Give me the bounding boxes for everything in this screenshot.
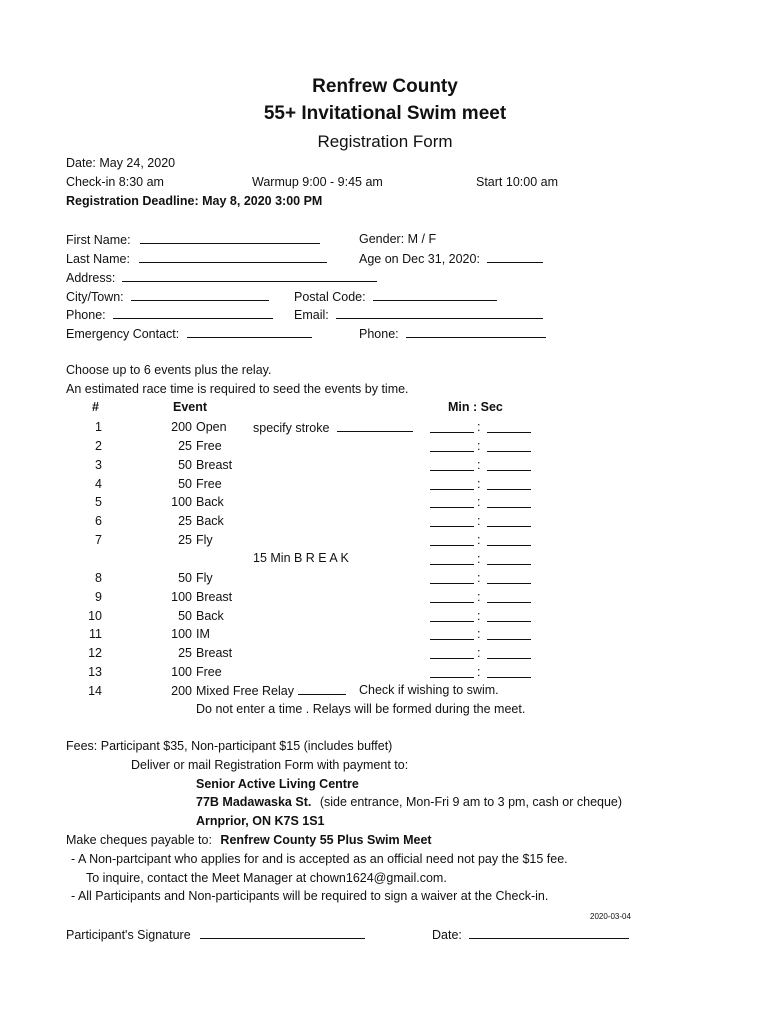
phone-field[interactable] bbox=[66, 308, 273, 322]
payable-line bbox=[66, 834, 432, 847]
form-subtitle: Registration Form bbox=[317, 132, 453, 151]
time-separator: : bbox=[477, 665, 481, 679]
event-stroke: Back bbox=[196, 609, 224, 623]
signature-date-blank[interactable] bbox=[469, 928, 629, 939]
time-seconds-blank[interactable] bbox=[487, 611, 531, 622]
venue-street-note: (side entrance, Mon-Fri 9 am to 3 pm, cash or cheque) bbox=[319, 795, 623, 809]
event-number: 12 bbox=[88, 646, 102, 660]
emergency-contact-field[interactable] bbox=[66, 327, 312, 341]
venue-name: Senior Active Living Centre bbox=[196, 777, 359, 791]
time-separator: : bbox=[477, 533, 481, 547]
time-separator: : bbox=[477, 590, 481, 604]
fees-line: Fees: Participant $35, Non-participant $15 (includes buffet) bbox=[66, 739, 393, 753]
time-separator: : bbox=[477, 514, 481, 528]
time-minutes-blank[interactable] bbox=[430, 648, 474, 659]
official-note: - A Non-partcipant who applies for and is accepted as an official need not pay the $15 fee. bbox=[71, 852, 568, 866]
time-separator: : bbox=[477, 646, 481, 660]
revision-date: 2020-03-04 bbox=[590, 912, 631, 921]
time-minutes-blank[interactable] bbox=[430, 573, 474, 584]
event-number: 4 bbox=[95, 477, 102, 491]
instructions-line2: An estimated race time is required to seed the events by time. bbox=[66, 382, 409, 396]
instructions-line1: Choose up to 6 events plus the relay. bbox=[66, 363, 272, 377]
time-seconds-blank[interactable] bbox=[487, 648, 531, 659]
event-distance: 200 bbox=[171, 420, 192, 434]
event-distance: 50 bbox=[178, 609, 192, 623]
time-separator: : bbox=[477, 571, 481, 585]
event-number: 14 bbox=[88, 684, 102, 698]
specify-stroke-label: specify stroke bbox=[253, 421, 330, 435]
payable-name: Renfrew County 55 Plus Swim Meet bbox=[220, 833, 432, 847]
event-stroke: Mixed Free Relay bbox=[196, 684, 294, 698]
waiver-note: - All Participants and Non-participants will be required to sign a waiver at the Check-in. bbox=[71, 889, 549, 903]
address-blank[interactable] bbox=[122, 271, 377, 282]
time-seconds-blank[interactable] bbox=[487, 460, 531, 471]
event-stroke: Breast bbox=[196, 646, 233, 660]
time-minutes-blank[interactable] bbox=[430, 497, 474, 508]
emergency-contact-label: Emergency Contact: bbox=[66, 327, 180, 341]
event-number: 5 bbox=[95, 495, 102, 509]
phone-label: Phone: bbox=[66, 308, 106, 322]
event-distance: 200 bbox=[171, 684, 192, 698]
time-separator: : bbox=[477, 609, 481, 623]
form-title-line1: Renfrew County bbox=[312, 76, 458, 97]
event-distance: 25 bbox=[178, 439, 192, 453]
event-number: 9 bbox=[95, 590, 102, 604]
relay-check-text: Check if wishing to swim. bbox=[359, 683, 499, 697]
event-stroke: Free bbox=[196, 477, 222, 491]
venue-street-line bbox=[196, 796, 622, 809]
address-label: Address: bbox=[66, 271, 116, 285]
event-stroke: Fly bbox=[196, 533, 213, 547]
event-stroke: Breast bbox=[196, 590, 233, 604]
relay-note: Do not enter a time . Relays will be formed during the meet. bbox=[196, 702, 526, 716]
time-minutes-blank[interactable] bbox=[430, 516, 474, 527]
event-stroke: Breast bbox=[196, 458, 233, 472]
event-stroke: Back bbox=[196, 514, 224, 528]
event-stroke: Fly bbox=[196, 571, 213, 585]
payable-label: Make cheques payable to: bbox=[66, 833, 212, 847]
time-seconds-blank[interactable] bbox=[487, 497, 531, 508]
event-distance: 50 bbox=[178, 477, 192, 491]
event-number: 13 bbox=[88, 665, 102, 679]
event-number: 6 bbox=[95, 514, 102, 528]
event-distance: 100 bbox=[171, 627, 192, 641]
event-distance: 25 bbox=[178, 514, 192, 528]
event-stroke: IM bbox=[196, 627, 210, 641]
time-seconds-blank[interactable] bbox=[487, 667, 531, 678]
venue-street: 77B Madawaska St. bbox=[196, 795, 312, 809]
gender-field[interactable]: Gender: M / F bbox=[359, 232, 437, 246]
phone-blank[interactable] bbox=[113, 308, 273, 319]
signature-label: Participant's Signature bbox=[66, 928, 191, 942]
time-seconds-blank[interactable] bbox=[487, 535, 531, 546]
time-separator: : bbox=[477, 477, 481, 491]
city-blank[interactable] bbox=[131, 290, 269, 301]
time-seconds-blank[interactable] bbox=[487, 554, 531, 565]
event-number: 8 bbox=[95, 571, 102, 585]
time-minutes-blank[interactable] bbox=[430, 479, 474, 490]
event-stroke: Open bbox=[196, 420, 227, 434]
warmup-time: Warmup 9:00 - 9:45 am bbox=[252, 175, 383, 189]
time-separator: : bbox=[477, 627, 481, 641]
event-distance: 25 bbox=[178, 533, 192, 547]
emergency-contact-blank[interactable] bbox=[187, 327, 312, 338]
postal-label: Postal Code: bbox=[294, 290, 366, 304]
last-name-field[interactable] bbox=[66, 252, 327, 266]
time-minutes-blank[interactable] bbox=[430, 422, 474, 433]
event-number: 7 bbox=[95, 533, 102, 547]
age-blank[interactable] bbox=[487, 252, 543, 263]
time-seconds-blank[interactable] bbox=[487, 592, 531, 603]
venue-city: Arnprior, ON K7S 1S1 bbox=[196, 814, 325, 828]
time-seconds-blank[interactable] bbox=[487, 479, 531, 490]
time-seconds-blank[interactable] bbox=[487, 516, 531, 527]
event-number: 1 bbox=[95, 420, 102, 434]
meet-date: Date: May 24, 2020 bbox=[66, 156, 176, 170]
specify-stroke-field[interactable] bbox=[253, 421, 413, 435]
time-minutes-blank[interactable] bbox=[430, 592, 474, 603]
postal-field[interactable] bbox=[294, 290, 497, 304]
email-field[interactable] bbox=[294, 308, 543, 322]
time-seconds-blank[interactable] bbox=[487, 629, 531, 640]
event-stroke: Free bbox=[196, 439, 222, 453]
time-separator: : bbox=[477, 552, 481, 566]
time-minutes-blank[interactable] bbox=[430, 667, 474, 678]
city-label: City/Town: bbox=[66, 290, 124, 304]
events-header-event: Event bbox=[173, 400, 208, 414]
delivery-instructions: Deliver or mail Registration Form with payment to: bbox=[131, 758, 409, 772]
signature-date-label: Date: bbox=[432, 928, 462, 942]
event-distance: 50 bbox=[178, 458, 192, 472]
event-number: 3 bbox=[95, 458, 102, 472]
event-number: 11 bbox=[89, 627, 102, 641]
form-title-line2: 55+ Invitational Swim meet bbox=[263, 103, 507, 124]
signature-date-field[interactable] bbox=[432, 928, 629, 942]
address-field[interactable] bbox=[66, 271, 377, 285]
emergency-phone-blank[interactable] bbox=[406, 327, 546, 338]
time-seconds-blank[interactable] bbox=[487, 422, 531, 433]
city-field[interactable] bbox=[66, 290, 269, 304]
time-minutes-blank[interactable] bbox=[430, 460, 474, 471]
first-name-field[interactable] bbox=[66, 233, 320, 247]
event-number: 2 bbox=[95, 439, 102, 453]
signature-blank[interactable] bbox=[200, 928, 365, 939]
last-name-blank[interactable] bbox=[139, 252, 327, 263]
event-distance: 100 bbox=[171, 665, 192, 679]
time-minutes-blank[interactable] bbox=[430, 441, 474, 452]
last-name-label: Last Name: bbox=[66, 252, 130, 266]
relay-blank[interactable] bbox=[298, 684, 346, 698]
relay-checkbox-blank[interactable] bbox=[298, 684, 346, 695]
event-stroke: Back bbox=[196, 495, 224, 509]
first-name-blank[interactable] bbox=[140, 233, 320, 244]
first-name-label: First Name: bbox=[66, 233, 131, 247]
break-label: 15 Min B R E A K bbox=[253, 551, 349, 565]
event-distance: 100 bbox=[171, 495, 192, 509]
time-separator: : bbox=[477, 420, 481, 434]
time-separator: : bbox=[477, 458, 481, 472]
emergency-phone-field[interactable] bbox=[359, 327, 546, 341]
event-distance: 50 bbox=[178, 571, 192, 585]
time-minutes-blank[interactable] bbox=[430, 535, 474, 546]
time-minutes-blank[interactable] bbox=[430, 629, 474, 640]
events-header-time: Min : Sec bbox=[448, 400, 503, 414]
time-minutes-blank[interactable] bbox=[430, 554, 474, 565]
start-time: Start 10:00 am bbox=[476, 175, 558, 189]
time-separator: : bbox=[477, 439, 481, 453]
events-header-number: # bbox=[92, 400, 99, 414]
event-stroke: Free bbox=[196, 665, 222, 679]
event-number: 10 bbox=[88, 609, 102, 623]
email-label: Email: bbox=[294, 308, 329, 322]
event-distance: 25 bbox=[178, 646, 192, 660]
time-seconds-blank[interactable] bbox=[487, 441, 531, 452]
specify-stroke-blank[interactable] bbox=[337, 421, 413, 432]
email-blank[interactable] bbox=[336, 308, 543, 319]
time-minutes-blank[interactable] bbox=[430, 611, 474, 622]
age-label: Age on Dec 31, 2020: bbox=[359, 252, 480, 266]
time-separator: : bbox=[477, 495, 481, 509]
time-seconds-blank[interactable] bbox=[487, 573, 531, 584]
age-field[interactable] bbox=[359, 252, 543, 266]
inquiry-note: To inquire, contact the Meet Manager at chown1624@gmail.com. bbox=[86, 871, 447, 885]
postal-blank[interactable] bbox=[373, 290, 497, 301]
signature-field[interactable] bbox=[66, 928, 365, 942]
registration-deadline: Registration Deadline: May 8, 2020 3:00 PM bbox=[66, 194, 323, 208]
event-distance: 100 bbox=[171, 590, 192, 604]
emergency-phone-label: Phone: bbox=[359, 327, 399, 341]
checkin-time: Check-in 8:30 am bbox=[66, 175, 164, 189]
